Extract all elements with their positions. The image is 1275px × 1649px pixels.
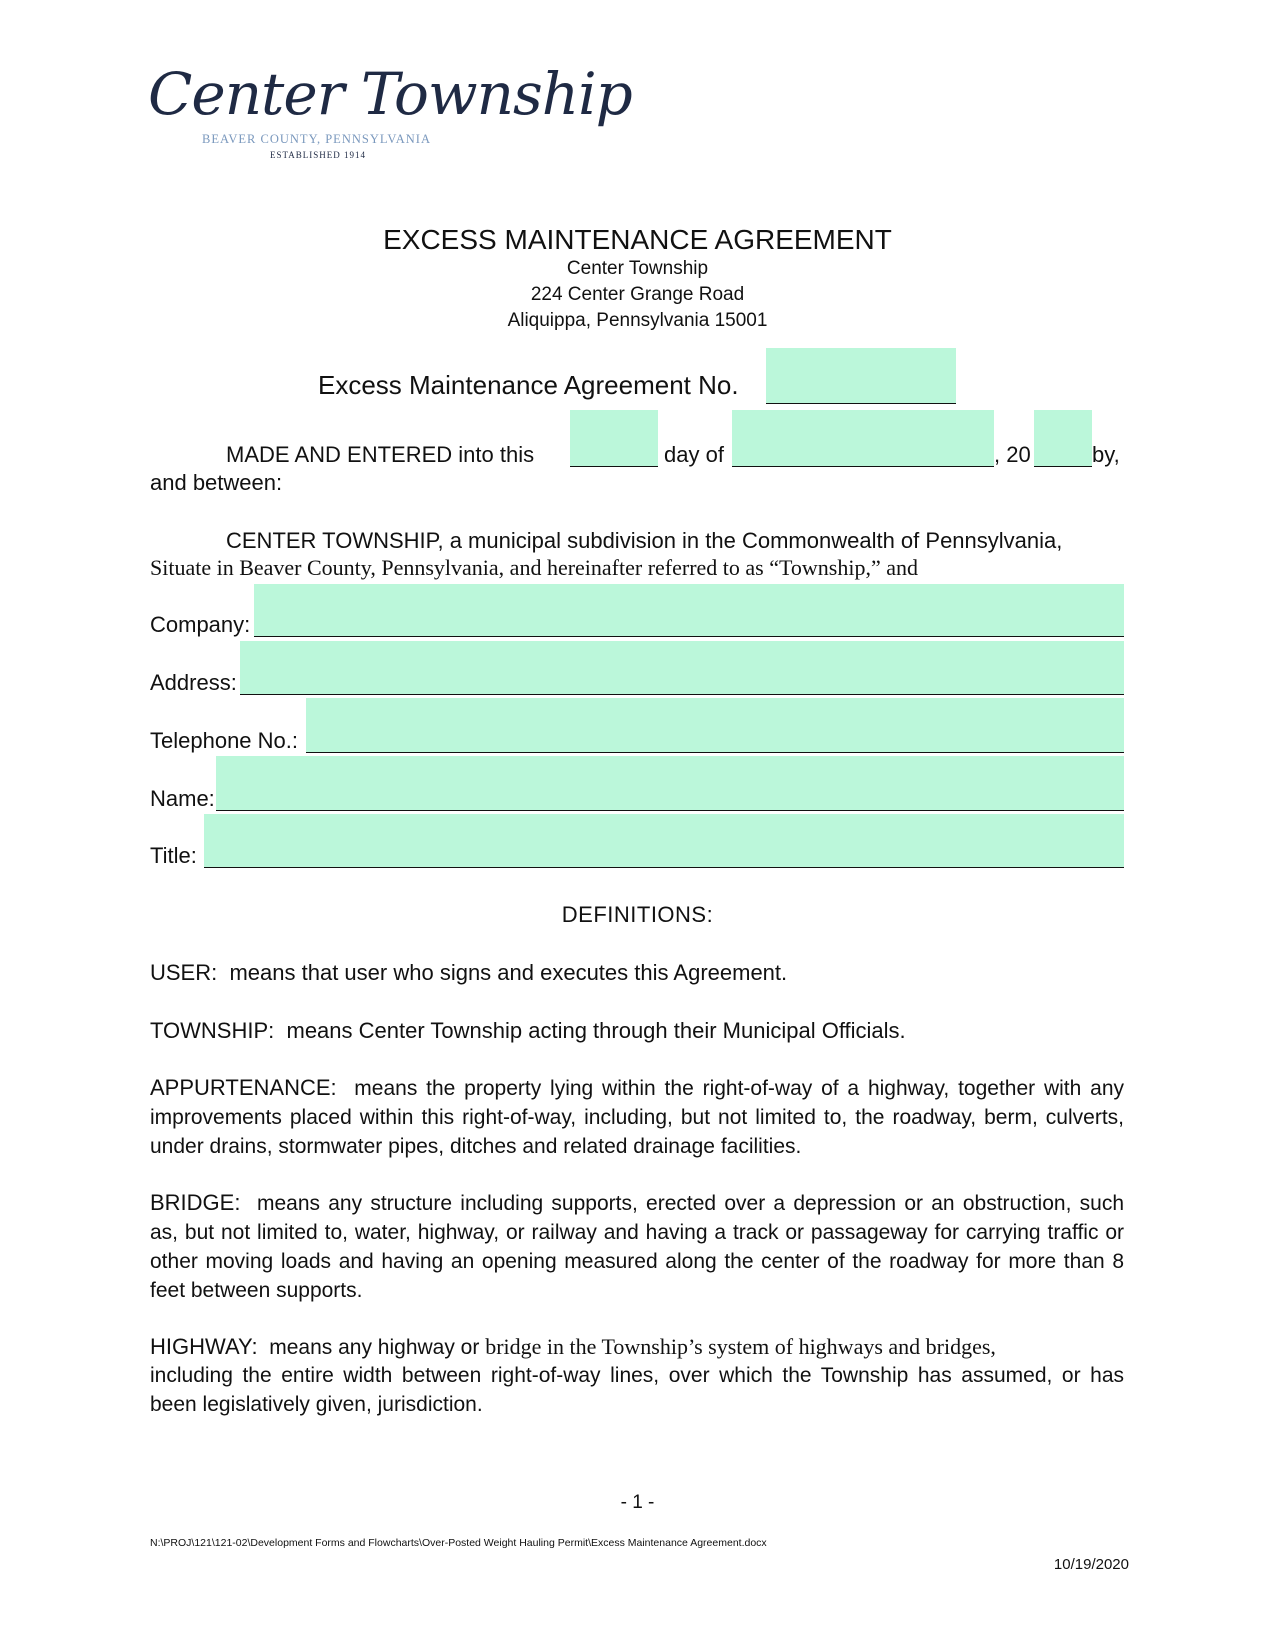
definition-user: [150, 958, 1124, 987]
page-number: - 1 -: [620, 1492, 655, 1513]
title-field[interactable]: [204, 814, 1124, 868]
telephone-label: Telephone No.:: [150, 728, 298, 753]
file-path: N:\PROJ\121\121-02\Development Forms and Flowcharts\Over-Posted Weight Hauling Permit\Excess Maintenance Agreement.docx: [150, 1537, 767, 1549]
year-prefix-label: , 20: [994, 442, 1031, 467]
definition-bridge: [150, 1188, 1124, 1305]
name-label: Name:: [150, 786, 215, 811]
address-line-3: Aliquippa, Pennsylvania 15001: [507, 310, 768, 331]
definition-term: HIGHWAY:: [150, 1334, 258, 1359]
definition-highway-continued: including the entire width between right-of-way lines, over which the Township has assumed, or has been legislatively given, jurisdiction.: [150, 1364, 1124, 1416]
definitions-heading: DEFINITIONS:: [561, 902, 714, 927]
address-line-1: Center Township: [566, 258, 709, 279]
by-label: by,: [1092, 442, 1120, 467]
definition-text: means Center Township acting through their Municipal Officials.: [286, 1018, 906, 1043]
definition-term: TOWNSHIP:: [150, 1018, 275, 1043]
address-label: Address:: [150, 670, 237, 695]
township-logo: Center Township: [148, 60, 632, 128]
agreement-number-field[interactable]: [766, 348, 956, 404]
company-label: Company:: [150, 612, 251, 637]
definition-term: BRIDGE:: [150, 1190, 241, 1215]
address-line-2: 224 Center Grange Road: [530, 284, 745, 305]
definition-text-a: means any highway or: [269, 1336, 480, 1359]
name-field[interactable]: [216, 756, 1124, 811]
day-of-label: day of: [664, 442, 724, 467]
township-party-line-2: Situate in Beaver County, Pennsylvania, and hereinafter referred to as “Township,” and: [150, 555, 919, 580]
address-field[interactable]: [240, 641, 1124, 695]
logo-county-text: BEAVER COUNTY, PENNSYLVANIA: [202, 132, 432, 146]
telephone-field[interactable]: [306, 698, 1124, 753]
title-label: Title:: [150, 843, 197, 868]
definition-township: [150, 1016, 1124, 1045]
definition-text: means any structure including supports, erected over a depression or an obstruction, such as, but not limited to, water, highway, or railway and having a track or passageway for carrying traffic or other moving loads and having an opening measured along the center of the roadway for more than 8 feet between supports.: [150, 1192, 1125, 1302]
definition-text: means that user who signs and executes this Agreement.: [229, 960, 788, 985]
day-field[interactable]: [570, 410, 658, 467]
definition-appurtenance: [150, 1073, 1124, 1161]
agreement-number-label: Excess Maintenance Agreement No.: [318, 370, 739, 400]
definition-highway: [150, 1332, 1124, 1362]
and-between-text: and between:: [150, 470, 283, 495]
document-date: 10/19/2020: [1053, 1556, 1129, 1573]
document-title: EXCESS MAINTENANCE AGREEMENT: [383, 224, 892, 255]
year-field[interactable]: [1034, 410, 1092, 467]
definition-text-b: bridge in the Township’s system of highways and bridges,: [485, 1334, 996, 1359]
definition-term: USER:: [150, 960, 218, 985]
township-party-line-1: CENTER TOWNSHIP, a municipal subdivision in the Commonwealth of Pennsylvania,: [226, 528, 1063, 553]
company-field[interactable]: [254, 584, 1124, 637]
made-entered-lead: MADE AND ENTERED into this: [226, 442, 535, 467]
definition-term: APPURTENANCE:: [150, 1075, 337, 1100]
logo-established-text: ESTABLISHED 1914: [270, 150, 367, 160]
definition-text: means the property lying within the right-of-way of a highway, together with any improvements placed within this right-of-way, including, but not limited to, the roadway, berm, culverts, under drains, stormwater pipes, ditches and related drainage facilities.: [150, 1077, 1124, 1158]
month-field[interactable]: [732, 410, 994, 467]
